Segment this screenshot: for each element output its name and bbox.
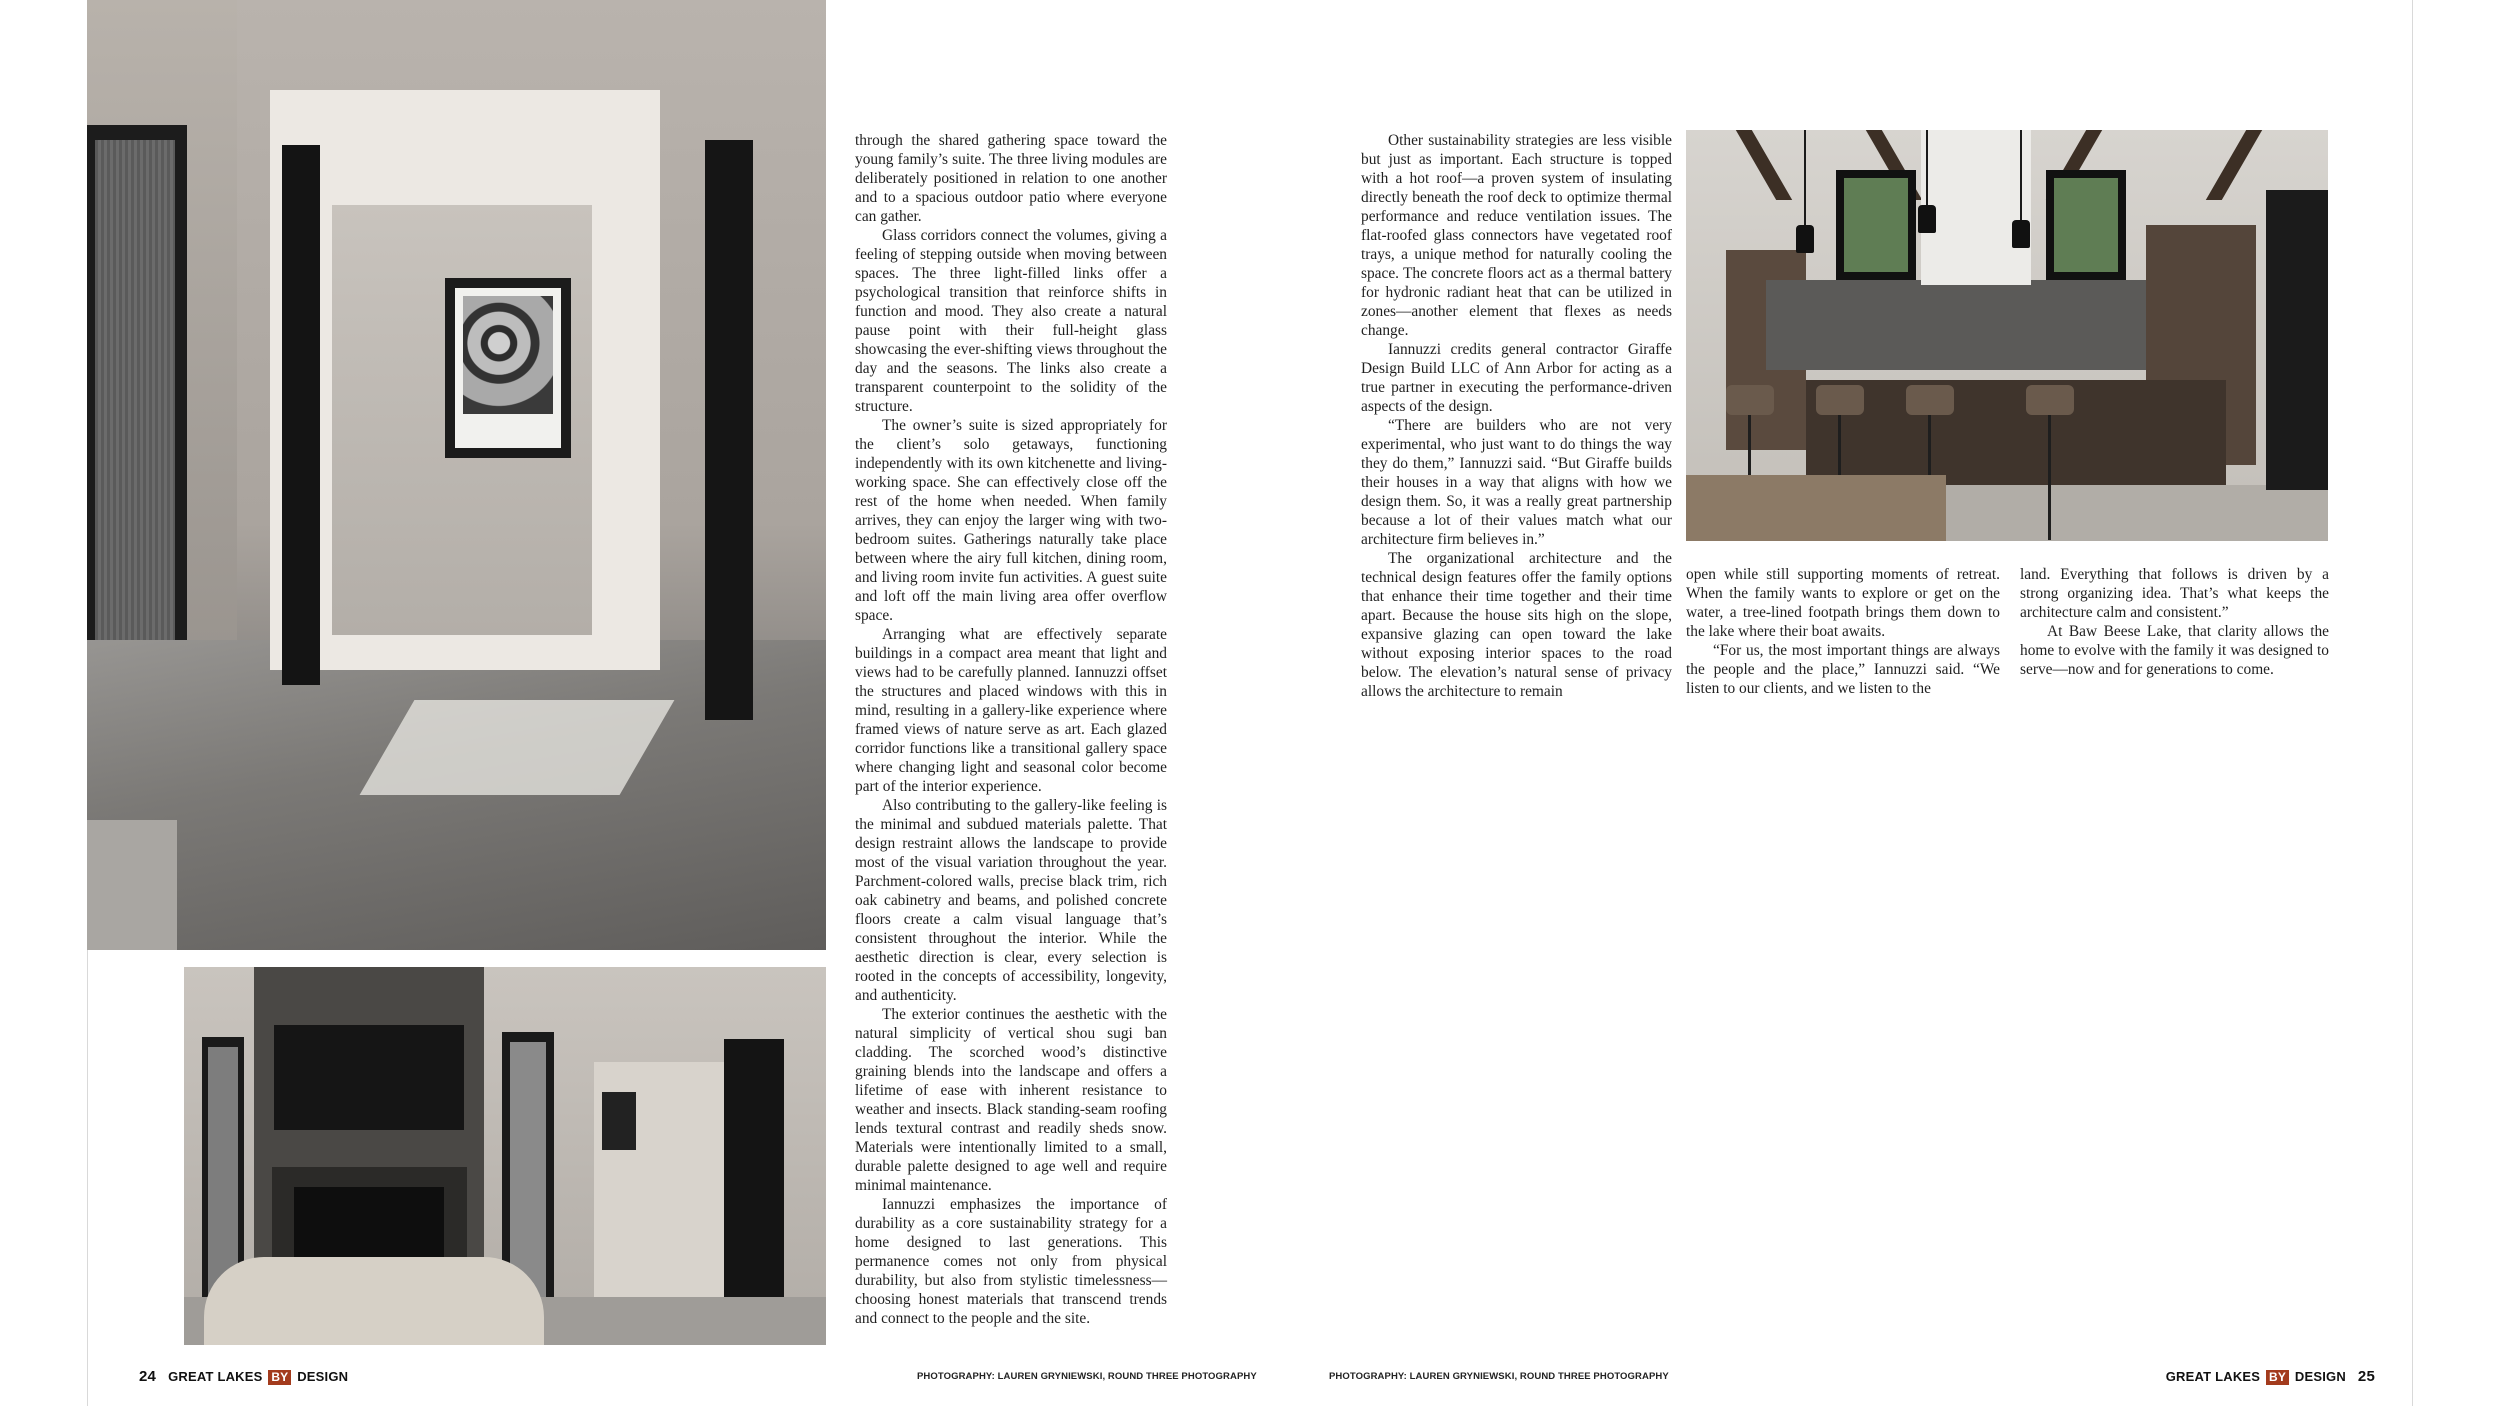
paragraph: Iannuzzi credits general contractor Giraffe Design Build LLC of Ann Arbor for acting as a true partner in executing the performance-driven aspects of the design.	[1361, 341, 1672, 415]
paragraph: At Baw Beese Lake, that clarity allows the home to evolve with the family it was designed to serve—now and for generations to come.	[2020, 623, 2329, 678]
publication-name-suffix: DESIGN	[2294, 1369, 2346, 1384]
paragraph: The exterior continues the aesthetic with the natural simplicity of vertical shou sugi ban cladding. The scorched wood’s distinctive graining blends into the landscape and offers a lifetime of ease with inherent resistance to weather and insects. Black standing-seam roofing lends textural contrast and readily sheds snow. Materials were intentionally limited to a small, durable palette designed to age well and require minimal maintenance.	[855, 1006, 1167, 1194]
article-column-1	[855, 131, 1167, 1328]
kitchen-pendant-light	[1918, 205, 1936, 233]
fireplace-tv	[274, 1025, 464, 1130]
kitchen-floor	[1946, 485, 2328, 541]
paragraph: “There are builders who are not very experimental, who just want to do things the way they do them,” Iannuzzi said. “But Giraffe builds their houses in a way that aligns with how we design them. So, it was a really great partnership because a lot of their values match what our architecture firm believes in.”	[1361, 417, 1672, 548]
kitchen-stool	[1816, 385, 1864, 415]
hallway-photo	[87, 0, 826, 950]
paragraph: open while still supporting moments of retreat. When the family wants to explore or get on the water, a tree-lined footpath brings them down to the lake where their boat awaits.	[1686, 566, 2000, 640]
kitchen-stool	[2026, 385, 2074, 415]
paragraph: Other sustainability strategies are less visible but just as important. Each structure is topped with a hot roof—a proven system of insulating directly beneath the roof deck to optimize thermal performance and reduce ventilation issues. The flat-roofed glass connectors have vegetated roof trays, a unique method for naturally cooling the space. The concrete floors act as a thermal battery for hydronic radiant heat that can be utilized in zones—another element that flexes as needs change.	[1361, 132, 1672, 339]
right-page-number: 25	[2357, 1368, 2375, 1385]
fireplace-sofa	[204, 1257, 544, 1345]
kitchen-pendant-cord	[1926, 130, 1928, 205]
kitchen-pendant-cord	[1804, 130, 1806, 225]
kitchen-stool-leg	[2048, 415, 2051, 540]
paragraph: “For us, the most important things are always the people and the place,” Iannuzzi said. “We listen to our clients, and we listen to the	[1686, 642, 2000, 697]
publication-name-suffix: DESIGN	[297, 1369, 349, 1384]
kitchen-dining-table	[1686, 475, 1946, 541]
kitchen-pendant-light	[2012, 220, 2030, 248]
article-column-3	[1686, 565, 2000, 698]
kitchen-right-doors	[2266, 190, 2328, 490]
kitchen-window-right-glass	[2054, 178, 2118, 272]
kitchen-window-left-glass	[1844, 178, 1908, 272]
kitchen-island	[1806, 380, 2226, 485]
left-photo-credit: PHOTOGRAPHY: LAUREN GRYNIEWSKI, ROUND THREE PHOTOGRAPHY	[917, 1371, 1257, 1382]
right-photo-credit: PHOTOGRAPHY: LAUREN GRYNIEWSKI, ROUND THREE PHOTOGRAPHY	[1329, 1371, 1669, 1382]
hallway-jamb-right	[705, 140, 753, 720]
hallway-left-door-glass	[95, 140, 175, 700]
article-column-4	[2020, 565, 2329, 679]
hallway-rug	[87, 820, 177, 950]
publication-by-badge: BY	[2266, 1370, 2289, 1385]
left-folio	[139, 1368, 348, 1385]
publication-name-prefix: GREAT LAKES	[168, 1369, 263, 1384]
publication-name-prefix: GREAT LAKES	[2165, 1369, 2261, 1384]
paragraph: Iannuzzi emphasizes the importance of durability as a core sustainability strategy for a home designed to last generations. This permanence comes not only from physical durability, but also from stylistic timelessness—choosing honest materials that transcend trends and connect to the people and the site.	[855, 1196, 1167, 1327]
paragraph: The organizational architecture and the technical design features offer the family options that enhance their time together and their time apart. Because the house sits high on the slope, expansive glazing can open toward the lake without exposing interior spaces to the road below. The elevation’s natural sense of privacy allows the architecture to remain	[1361, 550, 1672, 700]
paragraph: Glass corridors connect the volumes, giving a feeling of stepping outside when moving between spaces. The three light-filled links offer a psychological transition that reinforce shifts in function and mood. They also create a natural pause point with their full-height glass showcasing the ever-shifting views throughout the day and the seasons. The links also create a transparent counterpoint to the solidity of the structure.	[855, 227, 1167, 415]
kitchen-stool	[1726, 385, 1774, 415]
kitchen-pendant-cord	[2020, 130, 2022, 220]
publication-by-badge: BY	[268, 1370, 291, 1385]
right-page-edge	[2412, 0, 2413, 1406]
article-column-2	[1361, 131, 1672, 701]
kitchen-stool	[1906, 385, 1954, 415]
kitchen-beam	[1736, 130, 1792, 200]
kitchen-range-hood	[1921, 130, 2031, 285]
paragraph: Also contributing to the gallery-like feeling is the minimal and subdued materials palette. That design restraint allows the landscape to provide most of the visual variation throughout the year. Parchment-colored walls, precise black trim, rich oak cabinetry and beams, and polished concrete floors create a calm visual language that’s consistent throughout the interior. While the aesthetic direction is clear, every selection is rooted in the concepts of accessibility, longevity, and authenticity.	[855, 797, 1167, 1004]
kitchen-backsplash	[1766, 280, 2166, 370]
fireplace-doorway-artwork	[602, 1092, 636, 1150]
paragraph: through the shared gathering space toward the young family’s suite. The three living modules are deliberately positioned in relation to one another and to a spacious outdoor patio where everyone can gather.	[855, 132, 1167, 225]
fireplace-photo	[184, 967, 826, 1345]
left-page-number: 24	[139, 1368, 157, 1385]
hallway-artwork-image	[463, 296, 553, 414]
kitchen-photo	[1686, 130, 2328, 541]
hallway-jamb-left	[282, 145, 320, 685]
fireplace-right-window	[724, 1039, 784, 1329]
paragraph: Arranging what are effectively separate buildings in a compact area meant that light and views had to be carefully planned. Iannuzzi offset the structures and placed windows with this in mind, resulting in a gallery-like experience where framed views of nature serve as art. Each glazed corridor functions like a transitional gallery space where changing light and seasonal color become part of the interior experience.	[855, 626, 1167, 795]
paragraph: land. Everything that follows is driven by a strong organizing idea. That’s what keeps the architecture calm and consistent.”	[2020, 566, 2329, 621]
paragraph: The owner’s suite is sized appropriately for the client’s solo getaways, functioning independently with its own kitchenette and living-working space. She can effectively close off the rest of the home when needed. When family arrives, they can enjoy the larger wing with two-bedroom suites. Gatherings naturally take place between where the airy full kitchen, dining room, and living room invite fun activities. A guest suite and loft off the main living area offer overflow space.	[855, 417, 1167, 624]
hallway-sunlight-patch	[360, 700, 675, 795]
right-folio	[2166, 1368, 2375, 1385]
kitchen-beam	[2206, 130, 2262, 200]
kitchen-pendant-light	[1796, 225, 1814, 253]
